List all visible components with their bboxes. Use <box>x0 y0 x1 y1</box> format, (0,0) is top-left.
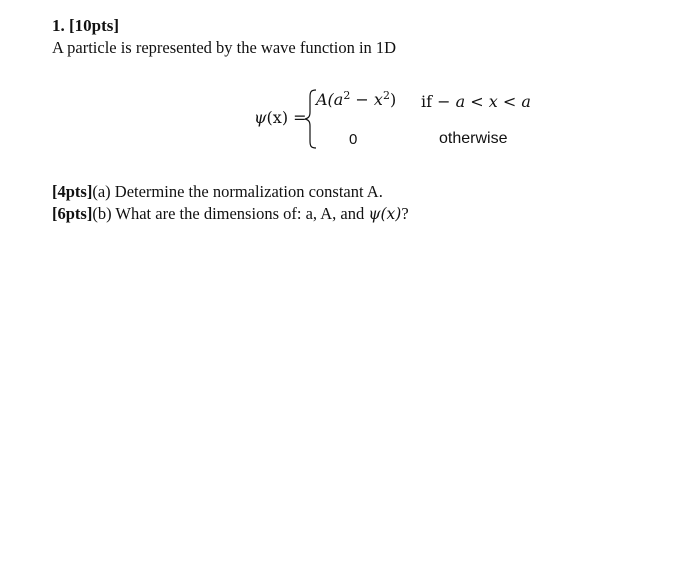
part-a-text: (a) Determine the normalization constant A. <box>92 182 383 201</box>
case1-prefix: A(a <box>316 90 344 109</box>
exponent-x: 2 <box>382 89 390 102</box>
part-b <box>52 204 409 224</box>
condition-expression: − a < x < a <box>432 92 531 111</box>
part-a <box>52 182 383 202</box>
part-b-points: [6pts] <box>52 204 93 223</box>
psi-symbol: ψ <box>254 108 267 127</box>
case1-expression <box>316 90 396 109</box>
part-a-points: [4pts] <box>52 182 93 201</box>
condition-keyword: if <box>421 92 433 111</box>
case2-value: 0 <box>349 131 358 148</box>
lhs-argument: (x) = <box>266 108 307 127</box>
part-b-math: ψ(x) <box>368 205 402 223</box>
problem-intro: A particle is represented by the wave function in 1D <box>52 38 397 57</box>
part-b-end: ? <box>401 204 409 223</box>
case1-mid: − x <box>350 90 383 109</box>
problem-number: 1. [10pts] <box>52 16 120 35</box>
case1-suffix: ) <box>389 90 397 109</box>
equation-lhs <box>254 108 307 127</box>
exponent-a: 2 <box>343 89 351 102</box>
case1-condition <box>421 92 531 111</box>
part-b-text: (b) What are the dimensions of: a, A, and <box>92 204 369 223</box>
case2-condition: otherwise <box>439 130 508 147</box>
